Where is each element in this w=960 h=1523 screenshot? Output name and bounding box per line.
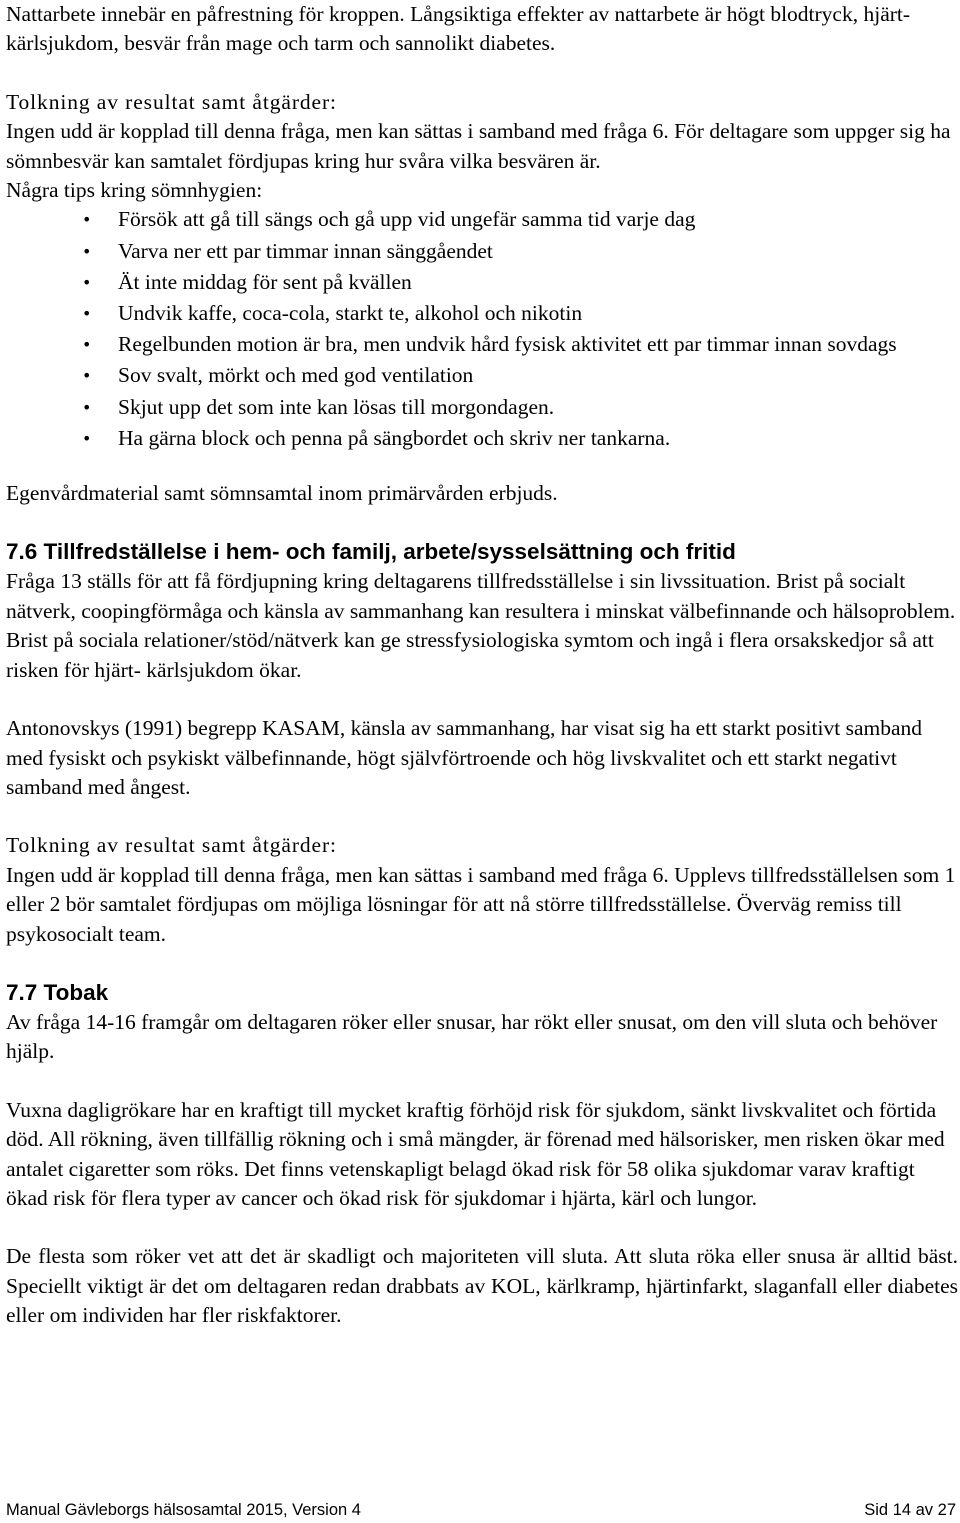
list-item bbox=[82, 268, 958, 299]
list-item-text: Ät inte middag för sent på kvällen bbox=[118, 269, 412, 294]
list-item bbox=[82, 361, 958, 392]
list-item-text: Skjut upp det som inte kan lösas till morgondagen. bbox=[118, 394, 555, 419]
bullet-icon: • bbox=[82, 304, 92, 324]
list-item bbox=[82, 237, 958, 268]
bullet-icon: • bbox=[82, 272, 92, 292]
page-footer bbox=[6, 1499, 956, 1521]
section-7-6-paragraph-1: Fråga 13 ställs för att få fördjupning kring deltagarens tillfredsställelse i sin livssituation. Brist på socialt nätverk, coopingförmåga och känsla av sammanhang kan resultera i minskat välbefinnande och hälsoproblem. Brist på sociala relationer/stöd/nätverk kan ge stressfysiologiska symtom och ingå i flera orsakskedjor så att risken för hjärt- kärlsjukdom ökar. bbox=[6, 569, 956, 682]
bullet-icon: • bbox=[82, 210, 92, 230]
bullet-icon: • bbox=[82, 428, 92, 448]
night-work-paragraph: Nattarbete innebär en påfrestning för kroppen. Långsiktiga effekter av nattarbete är högt blodtryck, hjärt-kärlsjukdom, besvär från mage och tarm och sannolikt diabetes. bbox=[6, 2, 911, 56]
list-item-text: Försök att gå till sängs och gå upp vid ungefär samma tid varje dag bbox=[118, 207, 696, 232]
list-item-text: Varva ner ett par timmar innan sänggåendet bbox=[118, 238, 493, 263]
list-item bbox=[82, 393, 958, 424]
sleep-tips-heading: Några tips kring sömnhygien: bbox=[6, 178, 263, 203]
section-7-7-heading: 7.7 Tobak bbox=[6, 979, 109, 1005]
interpretation-text: Ingen udd är kopplad till denna fråga, men kan sättas i samband med fråga 6. För deltagare som uppger sig ha sömnbesvär kan samtalet fördjupas kring hur svåra vilka besvären är. bbox=[6, 119, 951, 173]
section-7-6-paragraph-2: Antonovskys (1991) begrepp KASAM, känsla av sammanhang, har visat sig ha ett starkt positivt samband med fysiskt och psykiskt välbefinnande, högt självförtroende och hög livskvalitet och ett starkt negativt samband med ångest. bbox=[6, 716, 922, 799]
list-item bbox=[82, 205, 958, 236]
list-item-text: Undvik kaffe, coca-cola, starkt te, alkohol och nikotin bbox=[118, 301, 583, 326]
sleep-tips-list bbox=[6, 205, 958, 455]
list-item-text: Sov svalt, mörkt och med god ventilation bbox=[118, 363, 474, 388]
footer-page-number: Sid 14 av 27 bbox=[864, 1501, 956, 1519]
bullet-icon: • bbox=[82, 241, 92, 261]
list-item bbox=[82, 330, 958, 361]
bullet-icon: • bbox=[82, 366, 92, 386]
bullet-icon: • bbox=[82, 397, 92, 417]
bullet-icon: • bbox=[82, 335, 92, 355]
document-page bbox=[6, 0, 958, 1331]
list-item bbox=[82, 299, 958, 330]
list-item-text: Ha gärna block och penna på sängbordet och skriv ner tankarna. bbox=[118, 425, 671, 450]
list-item bbox=[82, 424, 958, 455]
interpretation-text: Ingen udd är kopplad till denna fråga, men kan sättas i samband med fråga 6. Upplevs tillfredsställelsen som 1 eller 2 bör samtalet fördjupas om möjliga lösningar för att nå större tillfredsställelse. Överväg remiss till psykosocialt team. bbox=[6, 862, 956, 946]
interpretation-label: Tolkning av resultat samt åtgärder: bbox=[6, 89, 337, 114]
interpretation-label: Tolkning av resultat samt åtgärder: bbox=[6, 833, 337, 858]
footer-document-title: Manual Gävleborgs hälsosamtal 2015, Version 4 bbox=[6, 1501, 361, 1519]
list-item-text: Regelbunden motion är bra, men undvik hård fysisk aktivitet ett par timmar innan sovdags bbox=[118, 332, 897, 357]
section-7-7-paragraph-2: Vuxna dagligrökare har en kraftigt till mycket kraftig förhöjd risk för sjukdom, sänkt livskvalitet och förtida död. All rökning, även tillfällig rökning och i små mängder, är förenad med hälsorisker, men risken ökar med antalet cigaretter som röks. Det finns vetenskapligt belagd ökad risk för 58 olika sjukdomar varav kraftigt ökad risk för flera typer av cancer och ökad risk för sjukdomar i hjärta, kärl och lungor. bbox=[6, 1097, 945, 1210]
section-7-7-paragraph-1: Av fråga 14-16 framgår om deltagaren röker eller snusar, har rökt eller snusat, om den vill sluta och behöver hjälp. bbox=[6, 1009, 938, 1064]
section-7-6-heading: 7.6 Tillfredställelse i hem- och familj, arbete/sysselsättning och fritid bbox=[6, 539, 736, 565]
section-7-7-paragraph-3: De flesta som röker vet att det är skadligt och majoriteten vill sluta. Att sluta röka eller snusa är alltid bäst. Speciellt viktigt är det om deltagaren redan drabbats av KOL, kärlkramp, hjärtinfarkt, slaganfall eller diabetes eller om individen har fler riskfaktorer. bbox=[6, 1244, 958, 1328]
self-care-paragraph: Egenvårdmaterial samt sömnsamtal inom primärvården erbjuds. bbox=[6, 481, 558, 506]
